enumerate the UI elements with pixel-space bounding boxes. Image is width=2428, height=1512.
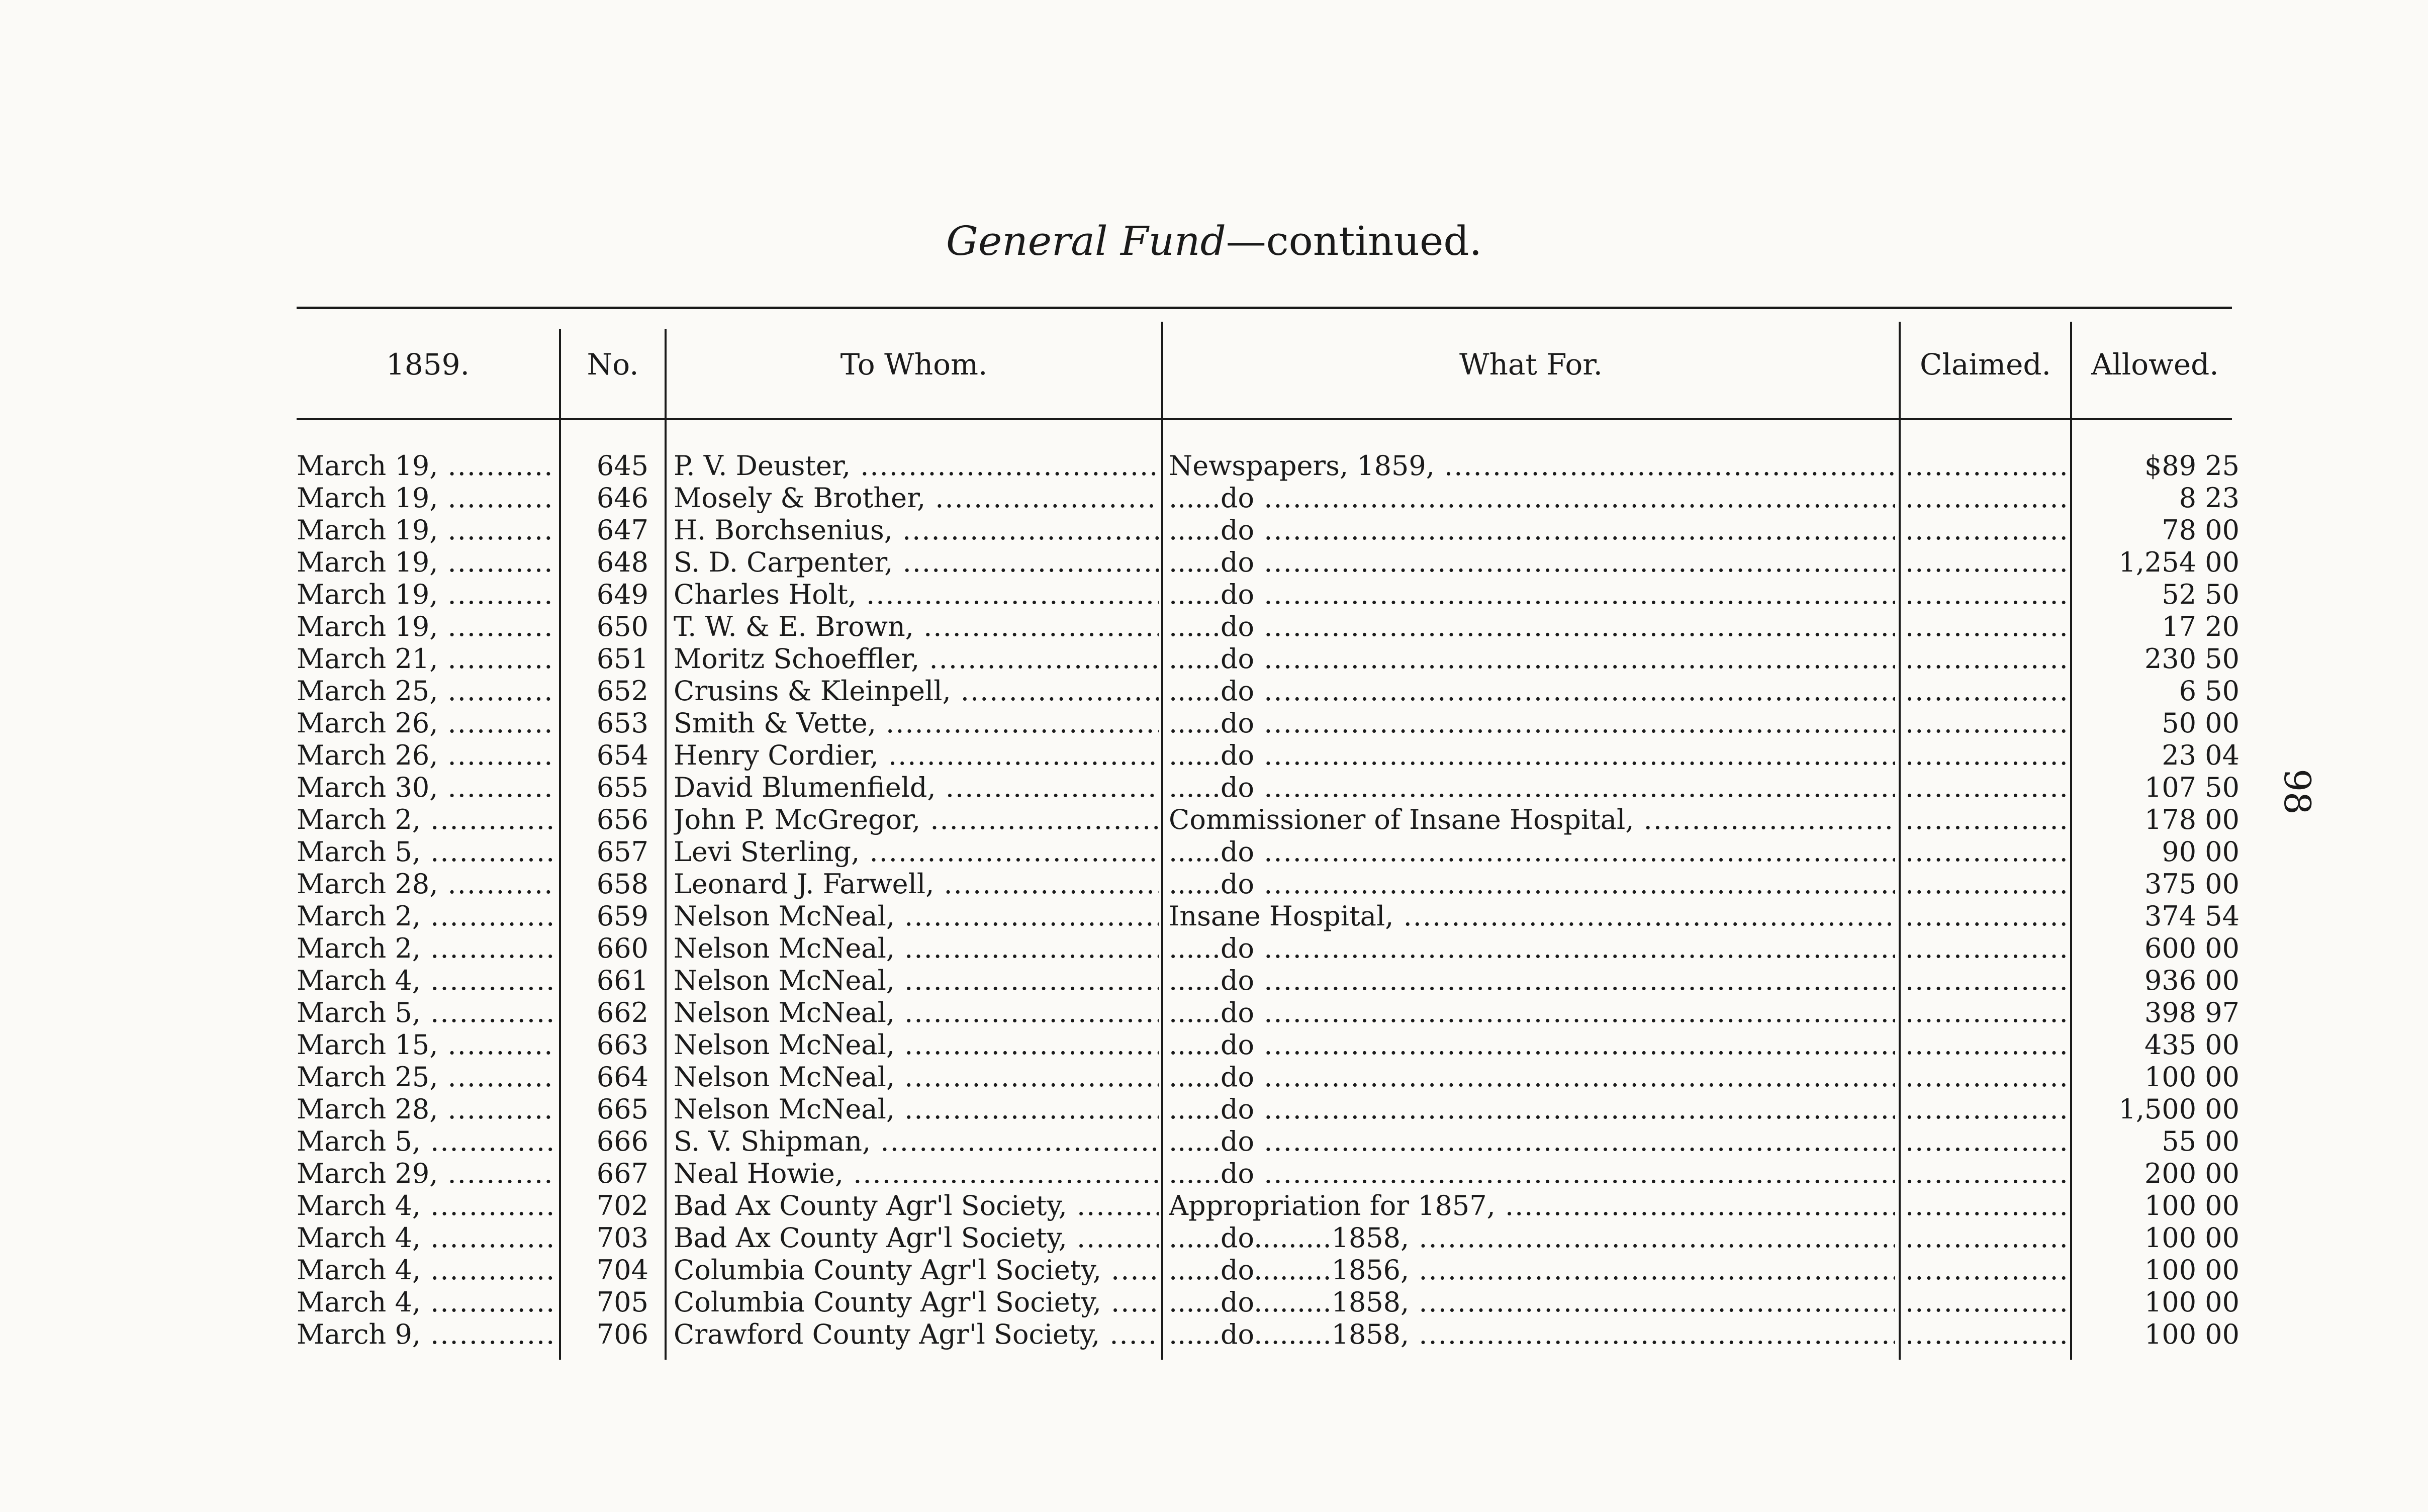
warrant-number: 645	[596, 450, 648, 482]
entry-date: March 19, .....	[297, 450, 555, 482]
allowed-amount: 936 00	[2144, 965, 2239, 996]
warrant-number: 662	[596, 997, 648, 1028]
allowed-amount: 90 00	[2162, 836, 2239, 868]
table-row	[0, 1125, 2428, 1158]
claimed-amount	[1905, 1254, 2066, 1286]
table-row	[0, 997, 2428, 1029]
purpose: Insane Hospital, .....	[1169, 900, 1895, 932]
claimed-amount	[1905, 739, 2066, 772]
purpose: ......do .....	[1169, 675, 1895, 707]
allowed-amount: 100 00	[2144, 1190, 2239, 1221]
table-row	[0, 514, 2428, 546]
warrant-number: 657	[596, 836, 648, 868]
warrant-number: 703	[596, 1222, 648, 1254]
payee: Nelson McNeal, .....	[674, 965, 1159, 997]
payee: Columbia County Agr'l Society, .....	[674, 1254, 1159, 1286]
claimed-amount	[1905, 482, 2066, 514]
table-row	[0, 836, 2428, 868]
warrant-number: 647	[596, 514, 648, 546]
warrant-number: 646	[596, 482, 648, 514]
purpose: Commissioner of Insane Hospital, .....	[1169, 804, 1895, 836]
claimed-amount	[1905, 1286, 2066, 1318]
table-row	[0, 1318, 2428, 1351]
claimed-amount	[1905, 900, 2066, 932]
claimed-amount	[1905, 675, 2066, 707]
table-row	[0, 675, 2428, 707]
entry-date: March 19, .....	[297, 514, 555, 546]
purpose: ......do .....	[1169, 1125, 1895, 1158]
warrant-number: 665	[596, 1093, 648, 1125]
allowed-amount: 100 00	[2144, 1254, 2239, 1286]
payee: Nelson McNeal, .....	[674, 1061, 1159, 1093]
entry-date: March 4, .....	[297, 1190, 555, 1222]
purpose: ......do .....	[1169, 772, 1895, 804]
table-row	[0, 739, 2428, 772]
purpose: Appropriation for 1857, .....	[1169, 1190, 1895, 1222]
payee: Charles Holt, .....	[674, 579, 1159, 611]
entry-date: March 28, .....	[297, 868, 555, 900]
claimed-amount	[1905, 868, 2066, 900]
purpose: ......do .....	[1169, 482, 1895, 514]
allowed-amount: 435 00	[2144, 1029, 2239, 1061]
claimed-amount	[1905, 1158, 2066, 1190]
allowed-amount: 375 00	[2144, 868, 2239, 900]
purpose: ......do .....	[1169, 611, 1895, 643]
purpose: ......do .....	[1169, 643, 1895, 675]
purpose: ......do .....	[1169, 739, 1895, 772]
entry-date: March 29, .....	[297, 1158, 555, 1190]
entry-date: March 2, .....	[297, 804, 555, 836]
allowed-amount: 78 00	[2162, 514, 2239, 546]
title-rest: —continued.	[1226, 218, 1482, 264]
allowed-amount: 600 00	[2144, 932, 2239, 964]
column-header-to-whom: To Whom.	[840, 347, 988, 382]
entry-date: March 25, .....	[297, 675, 555, 707]
allowed-amount: 50 00	[2162, 707, 2239, 739]
allowed-amount: 1,500 00	[2118, 1093, 2239, 1125]
entry-date: March 28, .....	[297, 1093, 555, 1125]
warrant-number: 659	[596, 900, 648, 932]
table-row	[0, 804, 2428, 836]
payee: Nelson McNeal, .....	[674, 1093, 1159, 1125]
warrant-number: 661	[596, 965, 648, 996]
column-header-allowed: Allowed.	[2091, 347, 2219, 382]
claimed-amount	[1905, 707, 2066, 739]
table-row	[0, 450, 2428, 482]
purpose: ......do.........1858, .....	[1169, 1222, 1895, 1254]
claimed-amount	[1905, 1222, 2066, 1254]
allowed-amount: 8 23	[2179, 482, 2239, 514]
warrant-number: 650	[596, 611, 648, 642]
warrant-number: 706	[596, 1318, 648, 1350]
column-header-claimed: Claimed.	[1920, 347, 2051, 382]
entry-date: March 5, .....	[297, 836, 555, 868]
table-row	[0, 1061, 2428, 1093]
table-row	[0, 579, 2428, 611]
allowed-amount: 200 00	[2144, 1158, 2239, 1189]
table-row	[0, 965, 2428, 997]
payee: H. Borchsenius, .....	[674, 514, 1159, 546]
allowed-amount: 55 00	[2162, 1125, 2239, 1157]
entry-date: March 19, .....	[297, 482, 555, 514]
allowed-amount: 100 00	[2144, 1286, 2239, 1318]
claimed-amount	[1905, 450, 2066, 482]
warrant-number: 702	[596, 1190, 648, 1221]
purpose: ......do .....	[1169, 932, 1895, 965]
column-header-date: 1859.	[386, 347, 470, 382]
payee: T. W. & E. Brown, .....	[674, 611, 1159, 643]
table-row	[0, 772, 2428, 804]
payee: David Blumenfield, .....	[674, 772, 1159, 804]
allowed-amount: 23 04	[2162, 739, 2239, 771]
claimed-amount	[1905, 1318, 2066, 1351]
payee: Nelson McNeal, .....	[674, 1029, 1159, 1061]
claimed-amount	[1905, 804, 2066, 836]
allowed-amount: $89 25	[2144, 450, 2239, 482]
table-row	[0, 932, 2428, 965]
claimed-amount	[1905, 1061, 2066, 1093]
table-row	[0, 1222, 2428, 1254]
claimed-amount	[1905, 772, 2066, 804]
table-row	[0, 1286, 2428, 1318]
entry-date: March 26, .....	[297, 707, 555, 739]
claimed-amount	[1905, 932, 2066, 965]
entry-date: March 19, .....	[297, 579, 555, 611]
table-row	[0, 1029, 2428, 1061]
claimed-amount	[1905, 1029, 2066, 1061]
payee: P. V. Deuster, .....	[674, 450, 1159, 482]
payee: Smith & Vette, .....	[674, 707, 1159, 739]
warrant-number: 652	[596, 675, 648, 707]
purpose: ......do .....	[1169, 546, 1895, 579]
allowed-amount: 107 50	[2144, 772, 2239, 803]
payee: John P. McGregor, .....	[674, 804, 1159, 836]
table-row	[0, 611, 2428, 643]
entry-date: March 2, .....	[297, 932, 555, 965]
payee: Henry Cordier, .....	[674, 739, 1159, 772]
entry-date: March 25, .....	[297, 1061, 555, 1093]
claimed-amount	[1905, 997, 2066, 1029]
allowed-amount: 398 97	[2144, 997, 2239, 1028]
allowed-amount: 1,254 00	[2118, 546, 2239, 578]
entry-date: March 5, .....	[297, 997, 555, 1029]
allowed-amount: 230 50	[2144, 643, 2239, 675]
warrant-number: 704	[596, 1254, 648, 1286]
entry-date: March 19, .....	[297, 611, 555, 643]
purpose: ......do .....	[1169, 965, 1895, 997]
column-header-no: No.	[587, 347, 639, 382]
purpose: ......do .....	[1169, 707, 1895, 739]
payee: S. V. Shipman, .....	[674, 1125, 1159, 1158]
payee: Crawford County Agr'l Society, .....	[674, 1318, 1159, 1351]
entry-date: March 26, .....	[297, 739, 555, 772]
entry-date: March 21, .....	[297, 643, 555, 675]
claimed-amount	[1905, 579, 2066, 611]
purpose: ......do .....	[1169, 579, 1895, 611]
warrant-number: 705	[596, 1286, 648, 1318]
purpose: ......do .....	[1169, 1093, 1895, 1125]
payee: Nelson McNeal, .....	[674, 900, 1159, 932]
payee: Moritz Schoeffler, .....	[674, 643, 1159, 675]
page-title	[0, 216, 2428, 266]
entry-date: March 4, .....	[297, 1286, 555, 1318]
warrant-number: 667	[596, 1158, 648, 1189]
allowed-amount: 6 50	[2179, 675, 2239, 707]
entry-date: March 2, .....	[297, 900, 555, 932]
claimed-amount	[1905, 1125, 2066, 1158]
payee: Levi Sterling, .....	[674, 836, 1159, 868]
header-bottom-rule	[297, 418, 2232, 420]
allowed-amount: 52 50	[2162, 579, 2239, 610]
entry-date: March 15, .....	[297, 1029, 555, 1061]
allowed-amount: 178 00	[2144, 804, 2239, 835]
warrant-number: 648	[596, 546, 648, 578]
warrant-number: 653	[596, 707, 648, 739]
warrant-number: 666	[596, 1125, 648, 1157]
purpose: ......do .....	[1169, 836, 1895, 868]
claimed-amount	[1905, 643, 2066, 675]
warrant-number: 651	[596, 643, 648, 675]
claimed-amount	[1905, 546, 2066, 579]
warrant-number: 660	[596, 932, 648, 964]
warrant-number: 663	[596, 1029, 648, 1061]
purpose: ......do .....	[1169, 1029, 1895, 1061]
purpose: ......do .....	[1169, 868, 1895, 900]
warrant-number: 655	[596, 772, 648, 803]
purpose: ......do .....	[1169, 514, 1895, 546]
table-row	[0, 1190, 2428, 1222]
column-header-what-for: What For.	[1459, 347, 1603, 382]
table-row	[0, 868, 2428, 900]
table-row	[0, 643, 2428, 675]
warrant-number: 656	[596, 804, 648, 835]
entry-date: March 4, .....	[297, 965, 555, 997]
table-row	[0, 546, 2428, 579]
table-top-rule	[297, 307, 2232, 309]
warrant-number: 664	[596, 1061, 648, 1093]
payee: Mosely & Brother, .....	[674, 482, 1159, 514]
purpose: ......do .....	[1169, 1061, 1895, 1093]
entry-date: March 19, .....	[297, 546, 555, 579]
table-row	[0, 482, 2428, 514]
claimed-amount	[1905, 514, 2066, 546]
payee: Leonard J. Farwell, .....	[674, 868, 1159, 900]
claimed-amount	[1905, 965, 2066, 997]
table-row	[0, 1093, 2428, 1125]
allowed-amount: 100 00	[2144, 1318, 2239, 1350]
allowed-amount: 100 00	[2144, 1061, 2239, 1093]
entry-date: March 4, .....	[297, 1222, 555, 1254]
table-row	[0, 707, 2428, 739]
payee: Crusins & Kleinpell, .....	[674, 675, 1159, 707]
warrant-number: 658	[596, 868, 648, 900]
allowed-amount: 100 00	[2144, 1222, 2239, 1254]
payee: S. D. Carpenter, .....	[674, 546, 1159, 579]
claimed-amount	[1905, 836, 2066, 868]
claimed-amount	[1905, 1190, 2066, 1222]
payee: Nelson McNeal, .....	[674, 932, 1159, 965]
payee: Columbia County Agr'l Society, .....	[674, 1286, 1159, 1318]
warrant-number: 649	[596, 579, 648, 610]
allowed-amount: 17 20	[2162, 611, 2239, 642]
entry-date: March 5, .....	[297, 1125, 555, 1158]
payee: Nelson McNeal, .....	[674, 997, 1159, 1029]
table-row	[0, 1254, 2428, 1286]
purpose: Newspapers, 1859, .....	[1169, 450, 1895, 482]
entry-date: March 4, .....	[297, 1254, 555, 1286]
entry-date: March 9, .....	[297, 1318, 555, 1351]
table-row	[0, 900, 2428, 932]
warrant-number: 654	[596, 739, 648, 771]
title-italic: General Fund	[946, 218, 1226, 264]
claimed-amount	[1905, 1093, 2066, 1125]
purpose: ......do .....	[1169, 1158, 1895, 1190]
allowed-amount: 374 54	[2144, 900, 2239, 932]
page-number: 98	[2276, 769, 2318, 815]
entry-date: March 30, .....	[297, 772, 555, 804]
payee: Neal Howie, .....	[674, 1158, 1159, 1190]
purpose: ......do .....	[1169, 997, 1895, 1029]
purpose: ......do.........1858, .....	[1169, 1286, 1895, 1318]
payee: Bad Ax County Agr'l Society, .....	[674, 1222, 1159, 1254]
purpose: ......do.........1856, .....	[1169, 1254, 1895, 1286]
payee: Bad Ax County Agr'l Society, .....	[674, 1190, 1159, 1222]
purpose: ......do.........1858, .....	[1169, 1318, 1895, 1351]
ledger-rows	[0, 450, 2428, 1351]
claimed-amount	[1905, 611, 2066, 643]
table-row	[0, 1158, 2428, 1190]
